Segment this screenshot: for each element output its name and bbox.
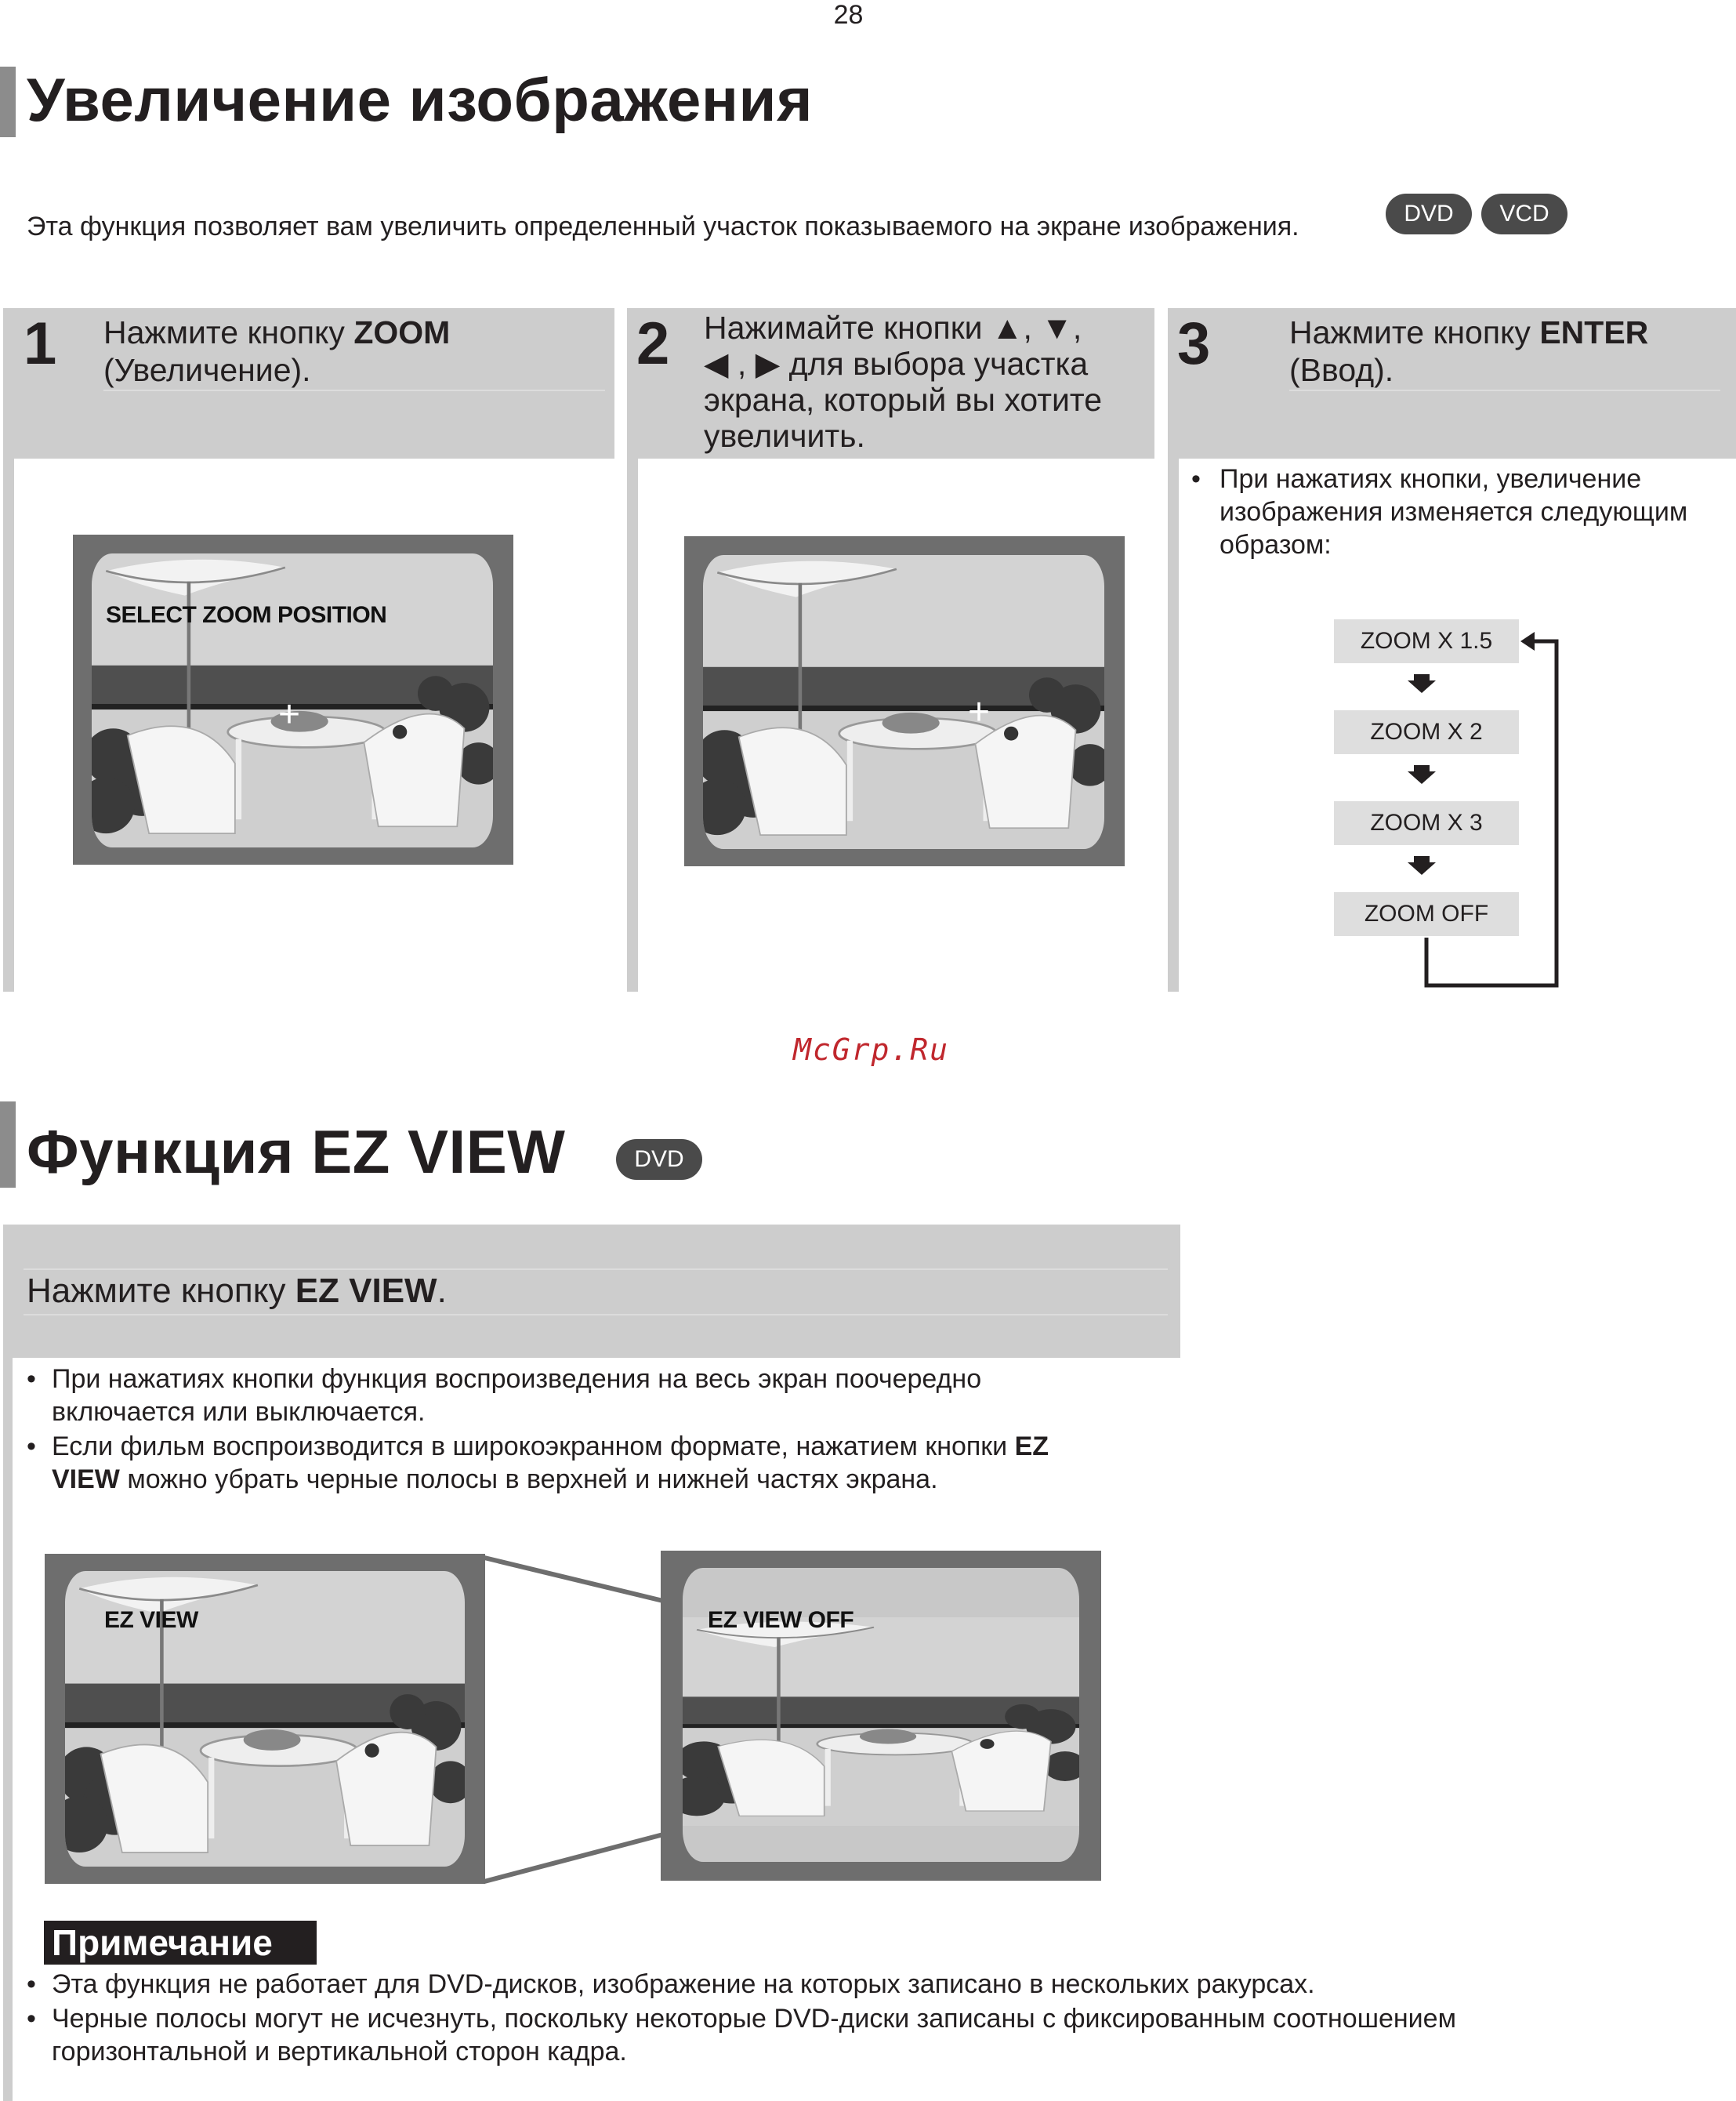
loop-line (1426, 641, 1557, 985)
ez-rule (3, 1358, 13, 2101)
dvd-badge: DVD (616, 1139, 702, 1180)
note-bullet-2: Черные полосы могут не исчезнуть, поскольку некоторые DVD-диски записаны с фиксированным соотношением горизонтальной и вертикальной сторон кадра. (52, 2004, 1456, 2067)
step-1-text: Нажмите кнопку ZOOM (Увеличение). (103, 314, 451, 388)
ez-bullet-2: Если фильм воспроизводится в широкоэкранном формате, нажатием кнопки EZ VIEW можно убрать черные полосы в верхней и нижней частях экрана. (52, 1432, 1049, 1494)
step-3-text: Нажмите кнопку ENTER (Ввод). (1289, 314, 1649, 388)
page-number: 28 (833, 0, 864, 30)
connector-lines (470, 1548, 674, 1893)
crosshair-icon: + (968, 691, 991, 733)
crosshair-icon: + (278, 694, 301, 735)
tv-frame-1 (73, 535, 513, 865)
arrow-left-icon (1520, 632, 1535, 651)
step-2-number: 2 (636, 310, 670, 377)
note-bullet-1: Эта функция не работает для DVD-дисков, изображение на которых записано в нескольких ракурсах. (52, 1969, 1315, 1999)
osd-ez-view: EZ VIEW (104, 1607, 198, 1633)
arrow-down-icon (1408, 674, 1436, 693)
step-3-number: 3 (1177, 310, 1211, 377)
tv-screen-2 (703, 555, 1104, 849)
scene-image (683, 1617, 1079, 1826)
zoom-level-2: ZOOM X 2 (1334, 710, 1519, 754)
zoom-cycle-arrows (1332, 627, 1567, 996)
note-title: Примечание (44, 1921, 317, 1965)
step-3-bullet: При нажатиях кнопки, увеличение изображения изменяется следующим образом: (1220, 464, 1688, 560)
section-bar (0, 1101, 16, 1188)
dvd-badge: DVD (1386, 194, 1472, 234)
step-1-number: 1 (24, 310, 57, 377)
zoom-level-1-5: ZOOM X 1.5 (1334, 619, 1519, 663)
ez-instruction: Нажмите кнопку EZ VIEW. (27, 1272, 447, 1310)
tv-frame-2 (684, 536, 1125, 866)
arrow-down-icon (1408, 765, 1436, 784)
section-title: Функция EZ VIEW (27, 1117, 566, 1186)
arrow-down-icon (1408, 856, 1436, 875)
step-1-rule (3, 459, 14, 992)
osd-ez-view-off: EZ VIEW OFF (708, 1607, 854, 1633)
tv-frame-ez-on (45, 1554, 485, 1884)
step-2-text: Нажимайте кнопки ▲, ▼, ◀ , ▶ для выбора участка экрана, который вы хотите увеличить. (704, 310, 1103, 454)
scene-image (703, 555, 1104, 849)
watermark: McGrp.Ru (793, 1032, 950, 1067)
zoom-level-3: ZOOM X 3 (1334, 801, 1519, 845)
step-3-rule (1168, 459, 1179, 992)
tv-frame-ez-off (661, 1551, 1101, 1881)
section-title: Увеличение изображения (27, 65, 813, 134)
osd-select-zoom: SELECT ZOOM POSITION (106, 602, 387, 628)
step-2-rule (627, 459, 638, 992)
zoom-level-off: ZOOM OFF (1334, 892, 1519, 936)
vcd-badge: VCD (1481, 194, 1567, 234)
ez-bullet-1: При нажатиях кнопки функция воспроизведения на весь экран поочередно включается или выключается. (52, 1364, 982, 1427)
section-bar (0, 67, 16, 137)
intro-text: Эта функция позволяет вам увеличить определенный участок показываемого на экране изображения. (27, 212, 1299, 241)
